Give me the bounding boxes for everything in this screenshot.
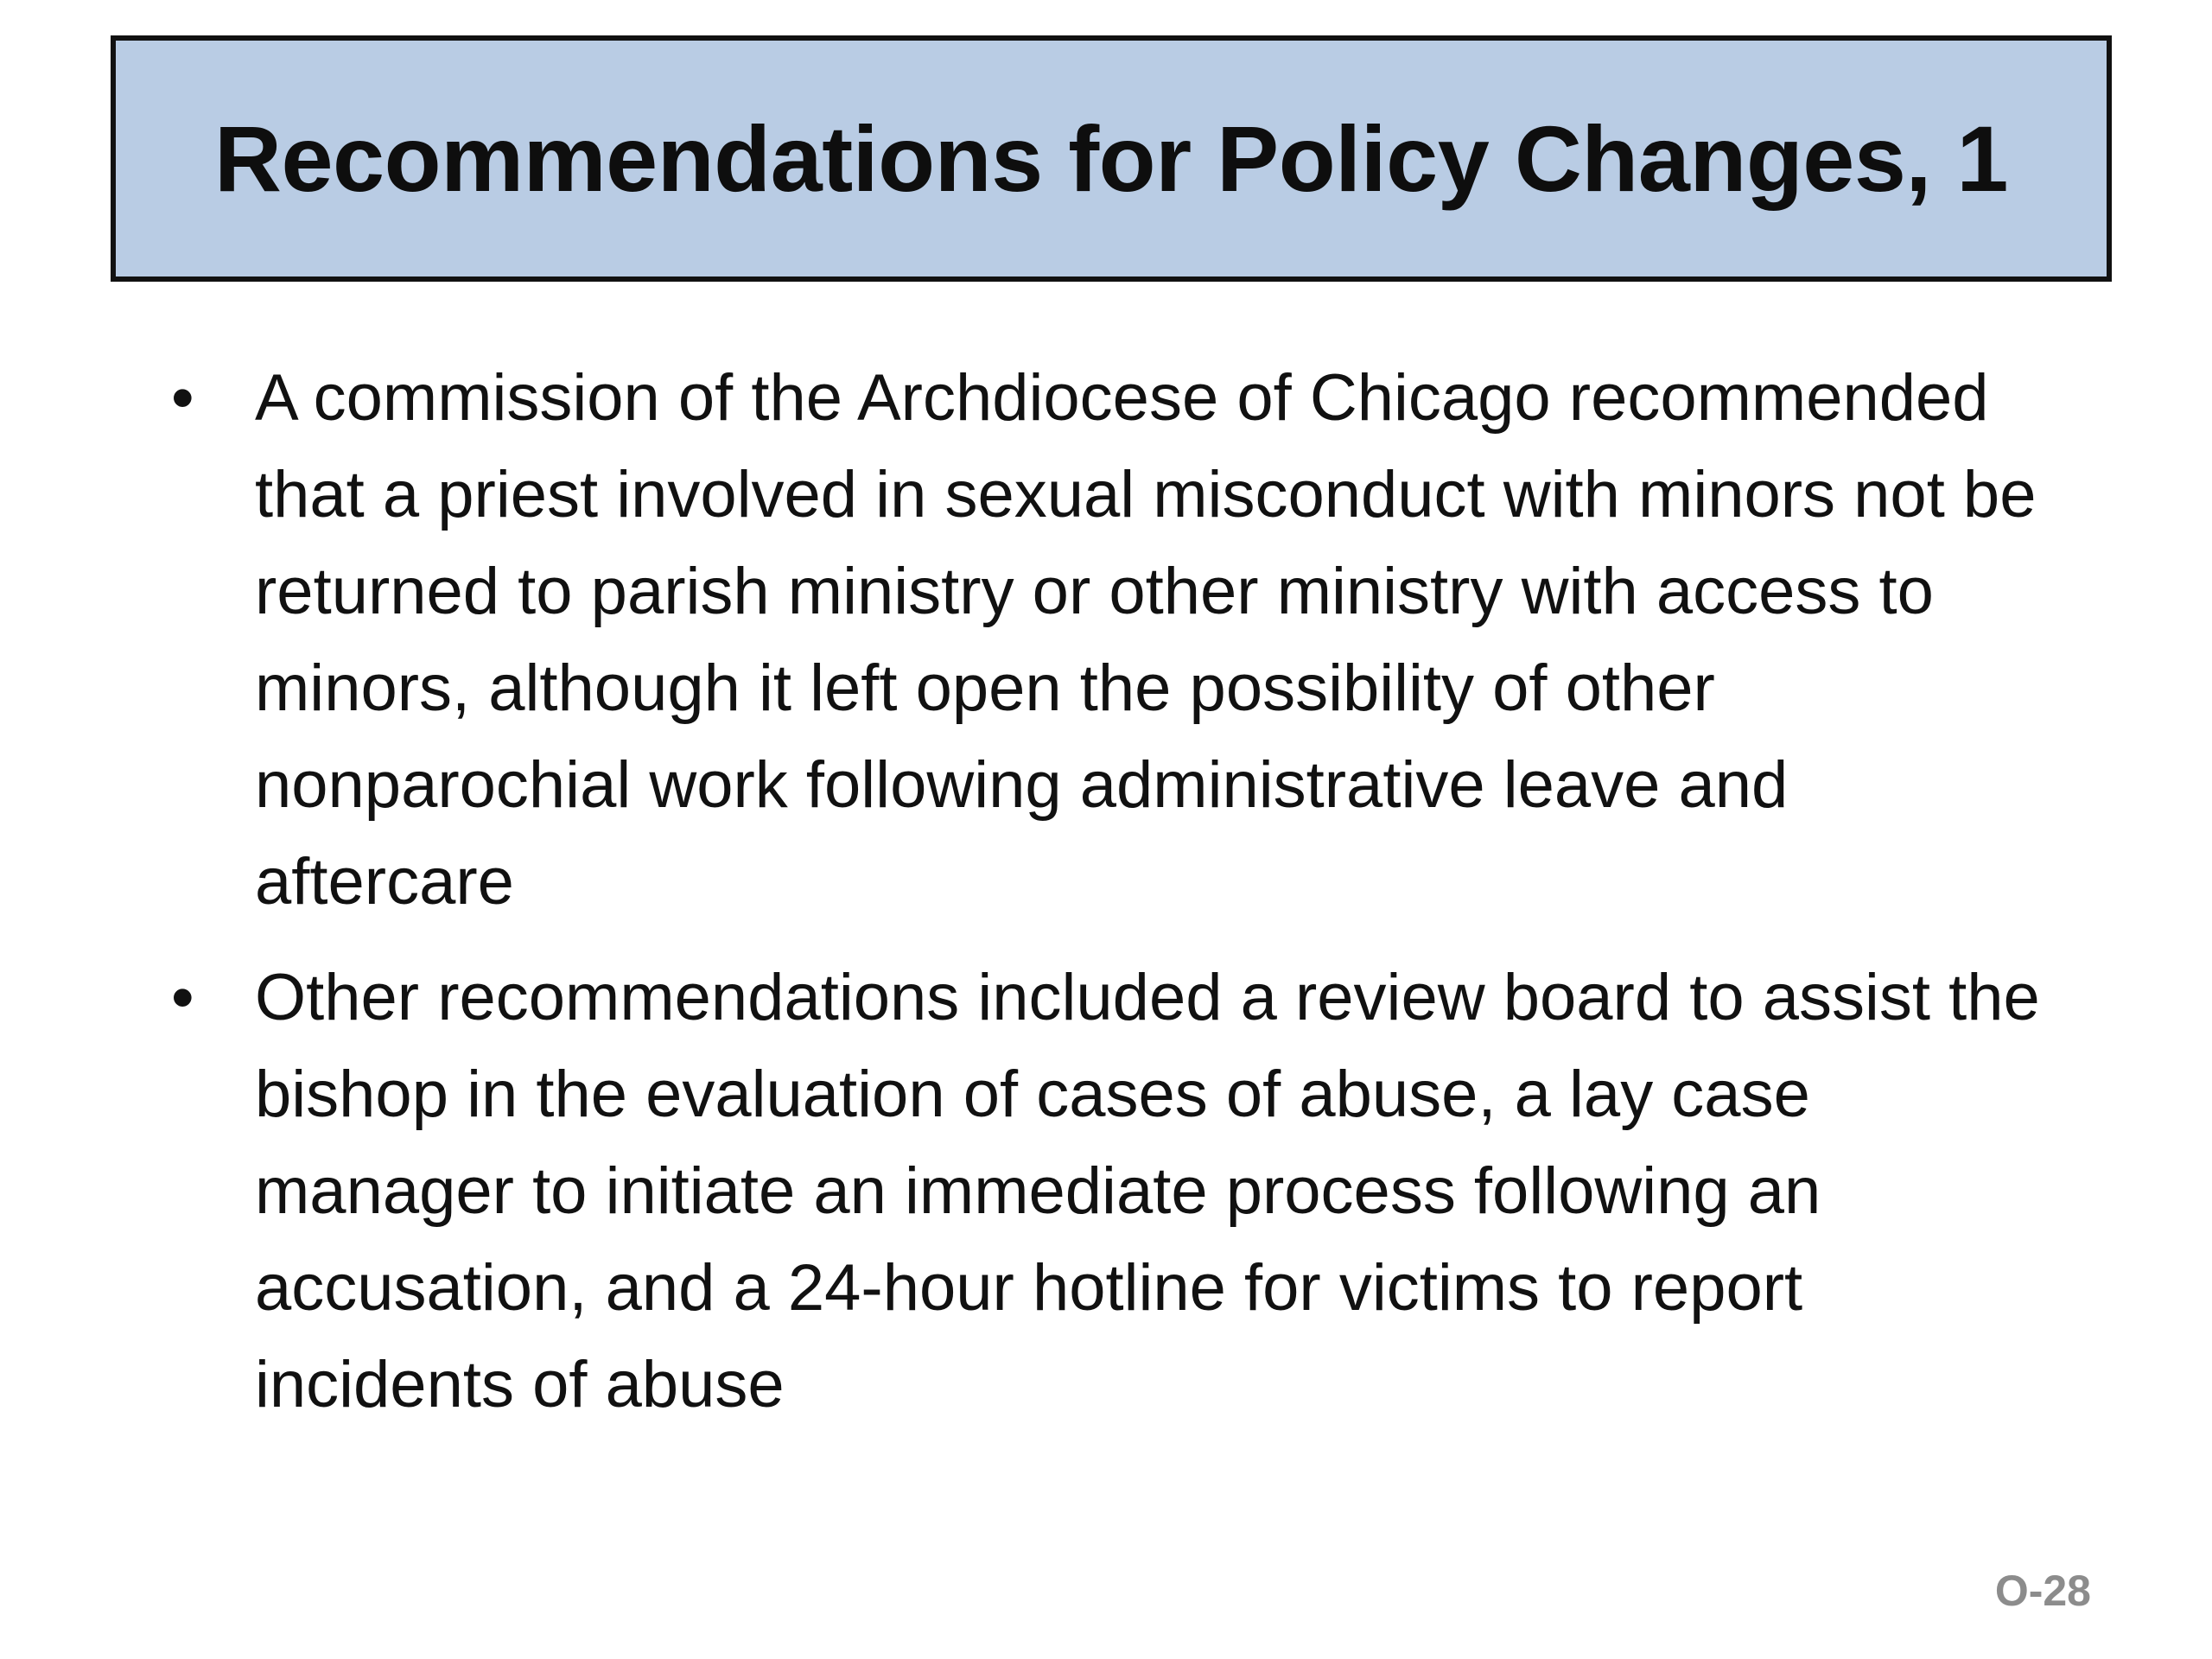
bullet-text: Other recommendations included a review board to assist the bishop in the evaluation of cases of abuse, a lay case manager to initiate an immediate process following an accusation, and a 24-hour hotline for victims to report incidents of abuse bbox=[255, 961, 2040, 1421]
bullet-item bbox=[156, 350, 2056, 931]
bullet-icon: • bbox=[171, 361, 194, 435]
page-number: O-28 bbox=[1994, 1567, 2091, 1615]
bullet-text: A commission of the Archdiocese of Chicago recommended that a priest involved in sexual misconduct with minors not be returned to parish ministry or other ministry with access to minors, although it left open the possibility of other nonparochial work following administrative leave and aftercare bbox=[255, 361, 2037, 918]
bullet-icon: • bbox=[171, 961, 194, 1034]
title-box bbox=[111, 35, 2112, 282]
bullet-list bbox=[156, 350, 2056, 1452]
bullet-item bbox=[156, 950, 2056, 1433]
slide-title: Recommendations for Policy Changes, 1 bbox=[213, 105, 2008, 211]
